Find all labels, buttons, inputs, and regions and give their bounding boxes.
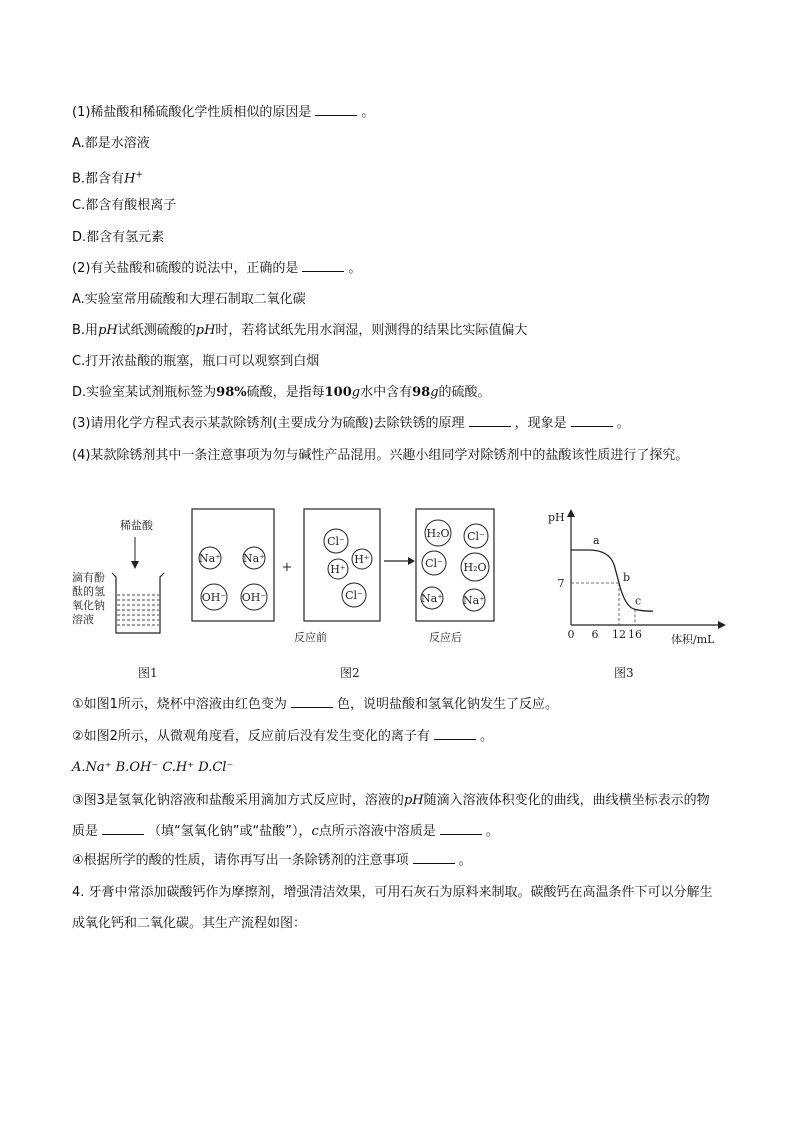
answer-blank[interactable] [291,695,333,708]
point-label-c: c [635,594,642,608]
beaker-label-line: 滴有酚 [72,571,105,584]
hydrogen-ion-symbol: H [124,171,136,187]
x-tick-label: 0 [567,628,575,641]
answer-blank[interactable] [315,103,357,116]
q1-stem-end: 。 [361,105,375,120]
ion-label: OH⁻ [241,591,267,604]
x-axis-label: 体积/mL [671,633,715,646]
answer-blank[interactable] [102,822,144,835]
q1-stem [72,103,374,123]
arrow-down-icon [131,561,139,569]
point-label-a: a [593,534,600,547]
chart-guides [571,583,635,625]
solution-liquid [117,595,159,625]
ion-label: Cl⁻ [425,557,443,570]
answer-blank[interactable] [469,414,511,427]
before-label: 反应前 [294,631,327,644]
ion-charge: + [135,170,143,180]
sub3-text-1: ③图3是氢氧化钠溶液和盐酸采用滴加方式反应时，溶液的 [72,793,404,808]
q1-option-d: D.都含有氢元素 [72,230,165,245]
q2-d-value: 100 [324,385,352,400]
after-label: 反应后 [429,631,462,644]
ion-label: Na⁺ [243,552,265,565]
ion-label: Na⁺ [421,592,443,605]
x-tick-label: 12 [612,628,626,641]
sub1-text-2: 色，说明盐酸和氢氧化钠发生了反应。 [336,697,558,712]
sub3-text-3: （填“氢氧化钠”或“盐酸”）， [148,824,312,839]
sub1-text-1: ①如图1所示，烧杯中溶液由红色变为 [72,697,287,712]
point-label-b: b [623,571,631,584]
q2-option-b [72,321,527,341]
figure2-caption: 图2 [340,666,360,680]
q2-b-text-3: 时，若将试纸先用水润湿，则测得的结果比实际值偏大 [215,323,528,338]
sub2-text-1: ②如图2所示，从微观角度看，反应前后没有发生变化的离子有 [72,729,430,744]
ph-symbol: pH [195,323,216,338]
q2-b-text-2: 试纸测硫酸的 [117,323,196,338]
q1-option-c: C.都含有酸根离子 [72,198,177,213]
q1-option-b-text: B.都含有 [72,171,125,187]
ph-symbol: pH [98,323,118,338]
y-axis-label: pH [548,511,565,524]
figure1-caption: 图1 [138,666,158,680]
acid-label: 稀盐酸 [120,519,153,532]
plus-sign: + [281,560,293,575]
sub4-text-1: ④根据所学的酸的性质，请你再写出一条除锈剂的注意事项 [72,853,409,868]
answer-blank[interactable] [413,851,455,864]
q2-option-a: A.实验室常用硫酸和大理石制取二氧化碳 [72,292,306,307]
q2-option-c: C.打开浓盐酸的瓶塞，瓶口可以观察到白烟 [72,354,320,369]
unit-g: g [351,385,361,400]
q3-stem [72,414,630,434]
beaker-label-line: 氧化钠 [72,599,105,612]
beaker-label-line: 酞的氢 [72,585,105,598]
answer-blank[interactable] [571,414,613,427]
sub2-options-text: A.Na⁺ B.OH⁻ C.H⁺ D.Cl⁻ [72,760,234,775]
sub-question-1 [72,695,558,715]
answer-blank[interactable] [440,822,482,835]
ion-label: H₂O [426,527,450,540]
figure3-ph-chart [540,505,730,647]
q3-text-1: (3)请用化学方程式表示某款除锈剂(主要成分为硫酸)去除铁锈的原理 [72,416,465,431]
unit-g: g [430,385,439,400]
sub2-text-2: 。 [479,729,493,744]
figure3-caption: 图3 [614,666,634,680]
figure1-beaker-diagram [68,515,178,655]
x-tick-label: 6 [591,628,599,641]
ion-label: Cl⁻ [345,589,363,602]
sub2-options [72,758,233,778]
point-c-symbol: c [311,824,319,839]
sub3-text-5: 。 [485,824,499,839]
q2-d-text-4: 的硫酸。 [438,385,491,400]
sub-question-2 [72,727,493,747]
q3-text-3: 。 [616,416,630,431]
ion-label: OH⁻ [201,591,227,604]
chart-ticks [558,577,643,641]
y-axis-arrow-icon [567,509,575,517]
q2-stem-text: (2)有关盐酸和硫酸的说法中，正确的是 [72,261,299,276]
q2-d-text-1: D.实验室某试剂瓶标签为 [72,385,217,400]
q1-option-a: A.都是水溶液 [72,136,150,151]
sub-question-4 [72,851,472,871]
q2-stem [72,259,361,279]
q2-d-value: 98 [412,385,431,400]
sub4-text-2: 。 [458,853,472,868]
arrow-right-icon [408,557,415,565]
ion-label: H₂O [463,561,487,574]
beaker-label-line: 溶液 [72,613,94,626]
x-tick-label: 16 [628,628,642,641]
q2-stem-end: 。 [348,261,362,276]
answer-blank[interactable] [302,259,344,272]
ion-label: Cl⁻ [467,530,485,543]
answer-blank[interactable] [434,727,476,740]
q2-b-text-1: B.用 [72,323,99,338]
q4-intro: (4)某款除锈剂其中一条注意事项为勿与碱性产品混用。兴趣小组同学对除锈剂中的盐酸该性质进行了探究。 [72,448,689,463]
sub-question-3 [72,785,722,847]
ion-label: Na⁺ [463,594,485,607]
ion-label: H⁺ [354,553,370,566]
q2-option-d [72,383,491,403]
q3-text-2: ，现象是 [514,416,567,431]
q1-stem-text: (1)稀盐酸和稀硫酸化学性质相似的原因是 [72,105,312,120]
question-4: 4. 牙膏中常添加碳酸钙作为摩擦剂，增强清洁效果，可用石灰石为原料来制取。碳酸钙在高温条件下可以分解生成氧化钙和二氧化碳。其生产流程如图： [72,885,713,931]
q2-d-text-3: 水中含有 [360,385,413,400]
figure2-ion-diagram [186,505,506,653]
chart-point-labels [593,534,641,607]
reactant-box-base [192,509,274,621]
beaker-icon [112,573,164,633]
ion-label: H⁺ [330,563,346,576]
sub3-text-4: 点所示溶液中溶质是 [318,824,436,839]
x-axis-arrow-icon [718,621,726,629]
ion-label: Cl⁻ [327,535,345,548]
ion-label: Na⁺ [199,552,221,565]
q2-d-value: 98% [216,385,247,400]
q1-option-b [72,165,143,189]
sub3-text-2: 随滴入溶液体积变化的曲线，曲线横坐标表示的物质是 [72,793,710,839]
q2-d-text-2: 硫酸，是指每 [246,385,325,400]
ph-symbol: pH [403,793,424,808]
y-tick-label: 7 [557,577,565,590]
